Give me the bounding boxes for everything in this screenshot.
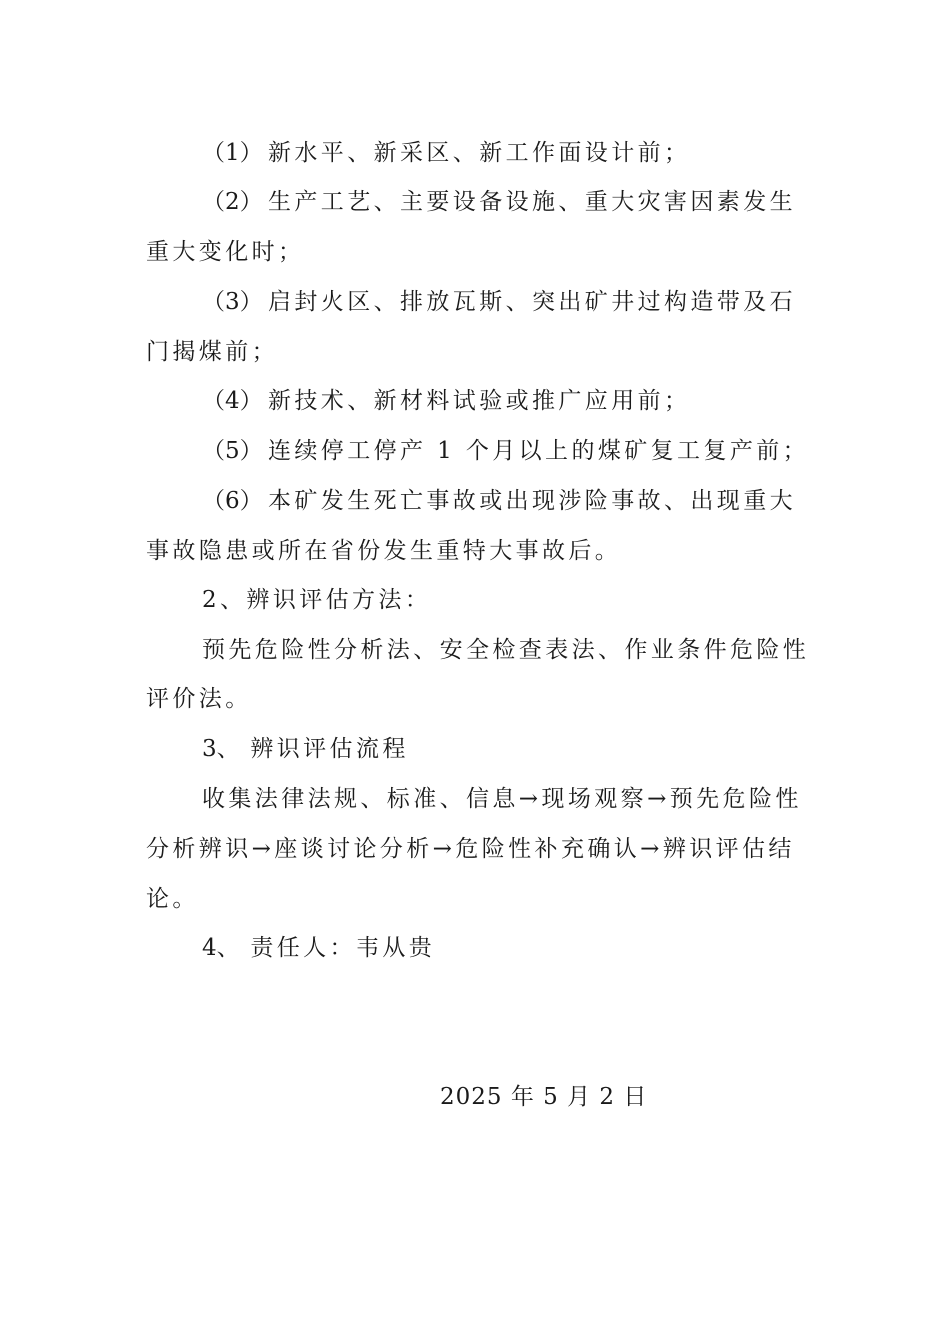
list-item-1 xyxy=(202,138,806,168)
item-number: （4） xyxy=(202,388,263,414)
list-item-4 xyxy=(202,386,806,416)
section-2-body: 预先危险性分析法、安全检查表法、作业条件危险性 xyxy=(202,637,810,663)
list-item-5 xyxy=(202,436,810,466)
item-text: 启封火区、排放瓦斯、突出矿井过构造带及石 xyxy=(268,289,796,315)
section-3-body-continuation: 分析辨识→座谈讨论分析→危险性补充确认→辨识评估结 xyxy=(146,836,795,862)
list-item-3-continuation: 门揭煤前； xyxy=(146,339,278,365)
item-text: 生产工艺、主要设备设施、重大灾害因素发生 xyxy=(268,189,796,215)
section-4-line xyxy=(202,933,806,963)
section-3-body-end: 论。 xyxy=(146,886,199,912)
item-text: 新技术、新材料试验或推广应用前； xyxy=(268,388,691,414)
section-2-heading: 2、辨识评估方法： xyxy=(202,587,432,613)
item-number: （2） xyxy=(202,189,263,215)
list-item-2-continuation: 重大变化时； xyxy=(146,239,305,265)
list-item-6 xyxy=(202,486,806,516)
section-3-heading: 辨识评估流程 xyxy=(250,736,409,762)
item-number: （1） xyxy=(202,140,263,166)
responsible-person: 责任人：韦从贵 xyxy=(250,935,436,961)
document-date: 2025 年 5 月 2 日 xyxy=(440,1084,648,1110)
section-3-heading-line xyxy=(202,734,806,764)
list-item-3 xyxy=(202,287,806,317)
section-2-body-continuation: 评价法。 xyxy=(146,686,252,712)
list-item-2 xyxy=(202,187,806,217)
item-number: （3） xyxy=(202,289,263,315)
item-number: （5） xyxy=(202,438,263,464)
section-number: 3、 xyxy=(202,736,240,762)
list-item-6-continuation: 事故隐患或所在省份发生重特大事故后。 xyxy=(146,538,622,564)
item-text: 本矿发生死亡事故或出现涉险事故、出现重大 xyxy=(268,488,796,514)
item-text: 新水平、新采区、新工作面设计前； xyxy=(268,140,691,166)
section-3-body: 收集法律法规、标准、信息→现场观察→预先危险性 xyxy=(202,786,802,812)
item-number: （6） xyxy=(202,488,263,514)
item-text: 连续停工停产 1 个月以上的煤矿复工复产前； xyxy=(268,438,810,464)
section-number: 4、 xyxy=(202,935,240,961)
